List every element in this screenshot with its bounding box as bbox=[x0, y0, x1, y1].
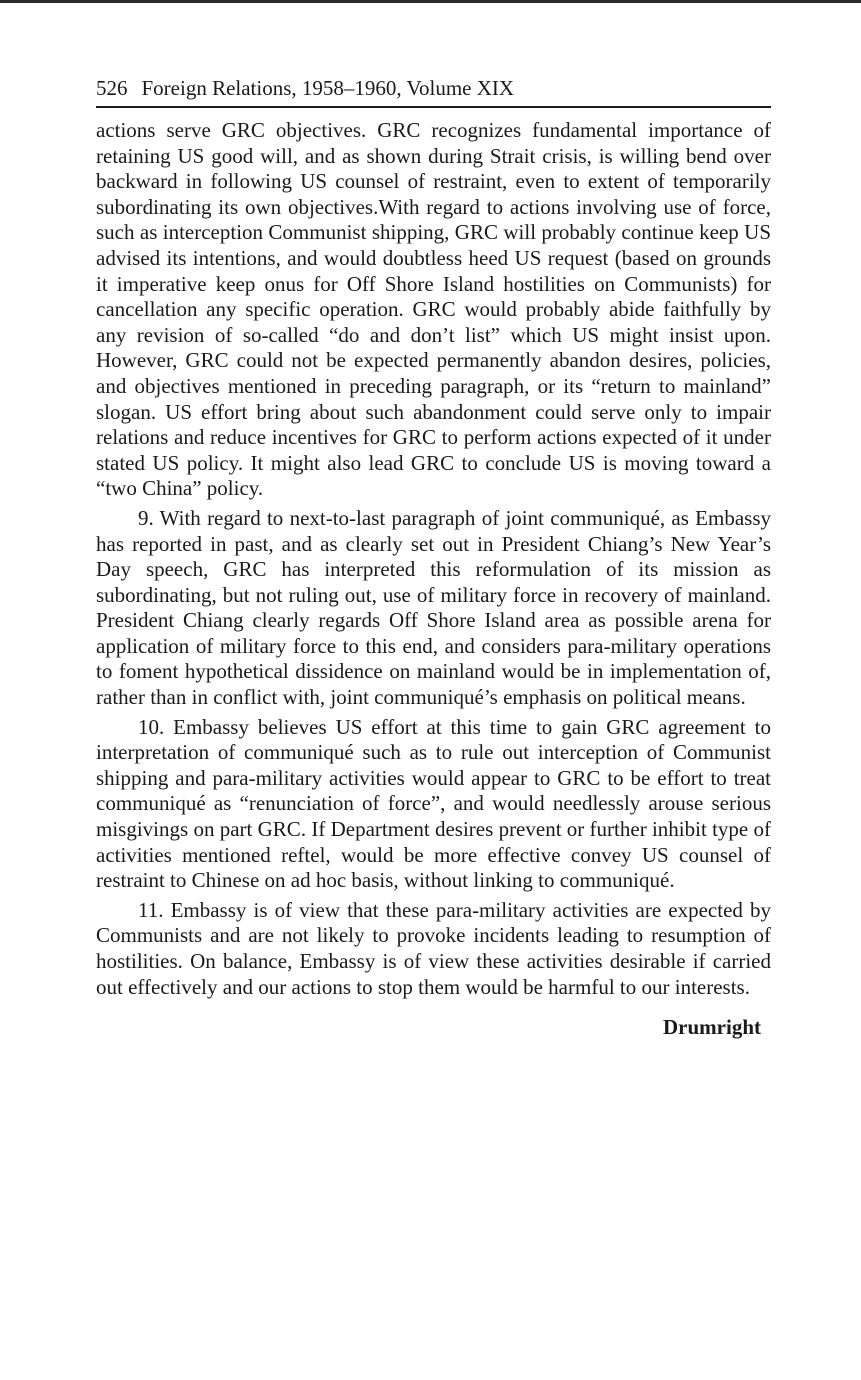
page-number: 526 bbox=[96, 76, 128, 100]
paragraph-10: 10. Embassy believes US effort at this time to gain GRC agreement to interpretation of communiqué such as to rule out interception of Communist shipping and para-military activities would appear to GRC to be effort to treat communiqué as “renunciation of force”, and would needlessly arouse serious misgivings on part GRC. If Department desires prevent or further inhibit type of activities mentioned reftel, would be more effective convey US counsel of restraint to Chinese on ad hoc basis, without linking to communiqué. bbox=[96, 714, 771, 893]
paragraph-11: 11. Embassy is of view that these para-military activities are expected by Communists and are not likely to provoke incidents leading to resumption of hostilities. On balance, Embassy is of view these activities desirable if carried out effectively and our actions to stop them would be harmful to our interests. bbox=[96, 897, 771, 999]
paragraph-continuation: actions serve GRC objectives. GRC recognizes fundamental importance of retaining US good will, and as shown during Strait crisis, is willing bend over backward in following US counsel of restraint, even to extent of temporarily subordinating its own objectives.With regard to actions involving use of force, such as interception Communist shipping, GRC will probably continue keep US advised its intentions, and would doubtless heed US request (based on grounds it imperative keep onus for Off Shore Island hostilities on Communists) for cancellation any specific operation. GRC would probably abide faithfully by any revision of so-called “do and don’t list” which US might insist upon. However, GRC could not be expected permanently abandon desires, policies, and objectives mentioned in preceding paragraph, or its “return to mainland” slogan. US effort bring about such abandonment could serve only to impair relations and reduce incentives for GRC to perform actions expected of it under stated US policy. It might also lead GRC to conclude US is moving toward a “two China” policy. bbox=[96, 118, 771, 501]
signature: Drumright bbox=[663, 1015, 761, 1040]
document-body bbox=[96, 118, 771, 1000]
paragraph-9: 9. With regard to next-to-last paragraph of joint communiqué, as Embassy has reported in past, and as clearly set out in President Chiang’s New Year’s Day speech, GRC has interpreted this reformulation of its mission as subordinating, but not ruling out, use of military force in recovery of mainland. President Chiang clearly regards Off Shore Island area as possible arena for application of military force to this end, and considers para-military operations to foment hypothetical dissidence on mainland would be in implementation of, rather than in conflict with, joint communiqué’s emphasis on political means. bbox=[96, 505, 771, 710]
top-edge-rule bbox=[0, 0, 861, 3]
publication-title: Foreign Relations, 1958–1960, Volume XIX bbox=[141, 76, 515, 100]
document-page bbox=[96, 76, 771, 1040]
running-header bbox=[96, 76, 771, 108]
